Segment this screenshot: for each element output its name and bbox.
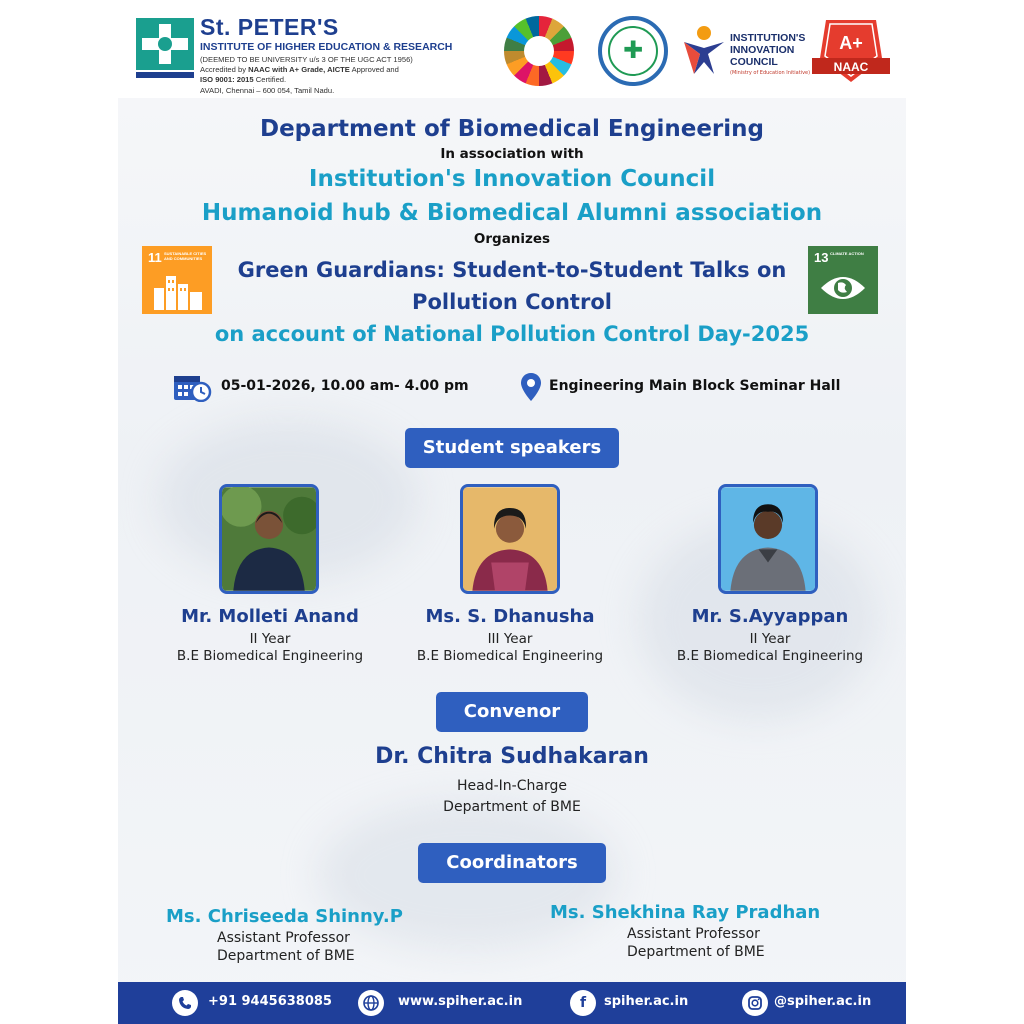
hub-title: Humanoid hub & Biomedical Alumni association	[201, 200, 823, 226]
coordinator-2-role: Assistant Professor	[627, 926, 760, 942]
council-title: Institution's Innovation Council	[308, 166, 716, 192]
facebook-link[interactable]: spiher.ac.in	[604, 994, 689, 1009]
deemed-university-line: (DEEMED TO BE UNIVERSITY u/s 3 OF THE UGC ACT 1956)	[200, 55, 413, 64]
globe-icon	[358, 990, 384, 1016]
convenor-department: Department of BME	[443, 799, 581, 815]
event-title-line2: Pollution Control	[412, 290, 612, 314]
iic-logo-icon	[680, 24, 728, 76]
speaker-2-name: Ms. S. Dhanusha	[425, 606, 595, 627]
sdg-11-number: 11	[148, 250, 162, 265]
coordinator-1-name: Ms. Chriseeda Shinny.P	[166, 906, 403, 927]
sdg-11-tile	[142, 246, 212, 314]
event-title-line1: Green Guardians: Student-to-Student Talks on	[237, 258, 787, 282]
speaker-1-year: II Year	[249, 631, 291, 647]
department-title: Department of Biomedical Engineering	[259, 116, 764, 142]
naac-grade-text: A+	[839, 33, 863, 53]
association-text: In association with	[440, 146, 584, 162]
occasion-text: on account of National Pollution Control Day-2025	[214, 322, 810, 346]
eye-globe-icon	[819, 270, 867, 306]
sdg-wheel-logo-icon	[504, 16, 574, 86]
accreditation-line: Accredited by NAAC with A+ Grade, AICTE Approved and	[200, 65, 399, 74]
convenor-role: Head-In-Charge	[457, 778, 567, 794]
coordinator-2-name: Ms. Shekhina Ray Pradhan	[550, 902, 821, 923]
instagram-icon	[742, 990, 768, 1016]
coordinator-2-department: Department of BME	[627, 944, 765, 960]
contact-footer	[118, 982, 906, 1024]
convenor-label: Convenor	[436, 692, 588, 732]
organizes-text: Organizes	[473, 231, 551, 247]
institution-name: St. PETER'S	[200, 14, 339, 40]
phone-icon	[172, 990, 198, 1016]
naac-label-text: NAAC	[833, 60, 869, 74]
speaker-photo-3	[718, 484, 818, 594]
institution-logo-icon	[136, 18, 194, 78]
sdg-13-caption: CLIMATE ACTION	[830, 251, 864, 256]
event-datetime: 05-01-2026, 10.00 am- 4.00 pm	[221, 378, 469, 394]
address-line: AVADI, Chennai – 600 054, Tamil Nadu.	[200, 86, 335, 95]
header-band	[118, 0, 906, 98]
website-link[interactable]: www.spiher.ac.in	[398, 994, 523, 1009]
facebook-icon: f	[570, 990, 596, 1016]
convenor-name: Dr. Chitra Sudhakaran	[375, 744, 649, 769]
instagram-link[interactable]: @spiher.ac.in	[774, 994, 872, 1009]
sdg-11-caption: SUSTAINABLE CITIES AND COMMUNITIES	[164, 251, 207, 261]
event-poster	[118, 0, 906, 1024]
coordinator-1-role: Assistant Professor	[217, 930, 350, 946]
phone-number[interactable]: +91 9445638085	[208, 994, 332, 1009]
speaker-photo-2	[460, 484, 560, 594]
speaker-1-name: Mr. Molleti Anand	[181, 606, 359, 627]
iqac-seal-logo-icon	[598, 16, 668, 86]
iso-line: ISO 9001: 2015 Certified.	[200, 75, 287, 84]
institution-subtitle: INSTITUTE OF HIGHER EDUCATION & RESEARCH	[200, 41, 453, 53]
calendar-clock-icon	[172, 372, 212, 402]
iic-title: INSTITUTION'S INNOVATION COUNCIL	[730, 32, 806, 68]
coordinators-label: Coordinators	[418, 843, 606, 883]
coordinator-1-department: Department of BME	[217, 948, 355, 964]
event-venue: Engineering Main Block Seminar Hall	[549, 378, 841, 394]
speaker-2-program: B.E Biomedical Engineering	[416, 648, 604, 664]
sdg-13-number: 13	[814, 250, 829, 265]
speaker-3-program: B.E Biomedical Engineering	[676, 648, 864, 664]
speaker-3-year: II Year	[749, 631, 791, 647]
city-buildings-icon	[152, 270, 204, 310]
student-speakers-label: Student speakers	[405, 428, 619, 468]
speaker-3-name: Mr. S.Ayyappan	[691, 606, 849, 627]
sdg-13-tile	[808, 246, 878, 314]
location-pin-icon	[520, 372, 542, 402]
naac-badge-icon	[812, 18, 890, 84]
speaker-2-year: III Year	[487, 631, 533, 647]
speaker-1-program: B.E Biomedical Engineering	[176, 648, 364, 664]
speaker-photo-1	[219, 484, 319, 594]
iic-ministry-note: (Ministry of Education Initiative)	[730, 70, 811, 76]
